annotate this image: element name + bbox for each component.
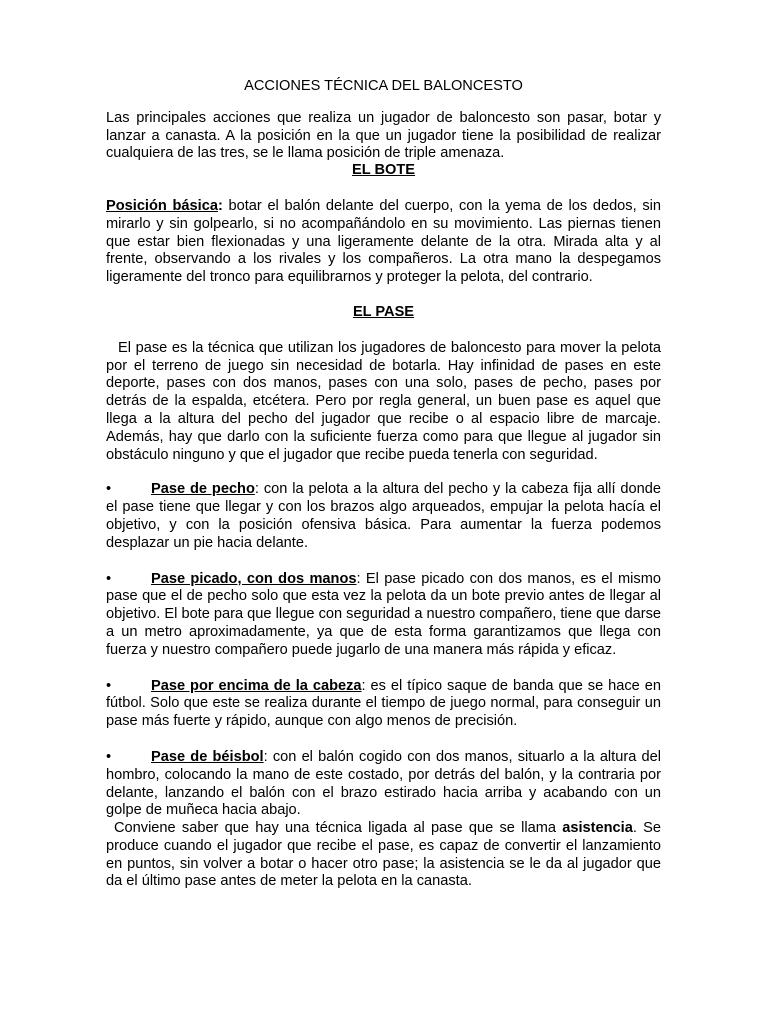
list-item-text: : con la pelota a la altura del pecho y la cabeza fija allí donde el pase tiene que llegar y con los brazos algo arqueados, empujar la pelota hacía el objetivo, y con la posición ofensiva básica. Para aumentar la fuerza podemos desplazar un pie hacia delante. [106,481,661,551]
bullet-marker: • [106,570,112,587]
document-title: ACCIONES TÉCNICA DEL BALONCESTO [244,78,523,94]
pase-intro-text: El pase es la técnica que utilizan los jugadores de baloncesto para mover la pelota por el terreno de juego sin necesidad de botarla. Hay infinidad de pases en este deporte, pases con dos manos, pases con una solo, pases de pecho, pases por detrás de la espalda, etcétera. Pero por regla general, un buen pase es aquel que llega a la altura del pecho del jugador que recibe o al espacio libre de marcaje. Además, hay que darlo con la suficiente fuerza como para que llegue al jugador sin obstáculo ninguno y que el jugador que recibe pueda tenerla con seguridad. [106,339,661,463]
bote-text: botar el balón delante del cuerpo, con la yema de los dedos, sin mirarlo y sin golpearlo, si no acompañándolo en su movimiento. Las piernas tienen que estar bien flexionadas y una ligeramente delante de la otra. Mirada alta y al frente, observando a los rivales y los compañeros. La otra mano la despegamos ligeramente del tronco para equilibrarnos y proteger la pelota, del contrario. [106,197,661,286]
closing-paragraph [106,820,661,891]
bullet-marker: • [106,481,112,498]
document-body [106,78,661,891]
list-item-text: : con el balón cogido con dos manos, situarlo a la altura del hombro, colocando la mano de este costado, por detrás del balón, y la contraria por delante, lanzando el balón con el brazo estirado hacia arriba y acabando con un golpe de muñeca hacia abajo. [106,748,661,819]
bullet-marker: • [106,748,112,765]
list-item-term: Pase picado, con dos manos [151,570,357,587]
list-item-pase-pecho [106,481,661,552]
list-item-term: Pase por encima de la cabeza [151,677,362,694]
intro-paragraph: Las principales acciones que realiza un jugador de baloncesto son pasar, botar y lanzar a canasta. A la posición en la que un jugador tiene la posibilidad de realizar cualquiera de las tres, se le llama posición de triple amenaza. [106,109,661,162]
list-item-term: Pase de pecho [151,481,255,498]
list-item-term: Pase de béisbol [151,748,264,765]
bote-term-colon: : [217,197,223,214]
bullet-marker: • [106,677,112,694]
closing-term: asistencia [562,820,633,837]
closing-text-after: . Se produce cuando el jugador que recibe el pase, es capaz de convertir el lanzamiento en puntos, sin volver a botar o hacer otro pase; la asistencia se le da al jugador que da el último pase antes de meter la pelota en la canasta. [106,820,661,890]
list-item-text: : es el típico saque de banda que se hace en fútbol. Solo que este se realiza durante el tiempo de juego normal, para conseguir un pase más fuerte y rápido, aunque con algo menos de precisión. [106,677,661,730]
list-item-text: : El pase picado con dos manos, es el mismo pase que el de pecho solo que esta vez la pelota da un bote previo antes de llegar al objetivo. El bote para que llegue con seguridad a nuestro compañero, tiene que darse a un metro aproximadamente, ya que de esta forma garantizamos que llega con fuerza y nuestro compañero puede jugarlo de una manera más rápida y eficaz. [106,570,661,658]
bote-term: Posición básica [106,197,218,214]
list-item-pase-beisbol [106,749,661,820]
list-item-pase-cabeza [106,678,661,731]
pase-intro-paragraph [106,340,661,465]
list-item-pase-picado [106,571,661,660]
section-heading-bote: EL BOTE [352,162,415,179]
closing-text-before: Conviene saber que hay una técnica ligada al pase que se llama [114,820,563,837]
bote-paragraph [106,198,661,287]
section-heading-pase: EL PASE [352,303,415,320]
